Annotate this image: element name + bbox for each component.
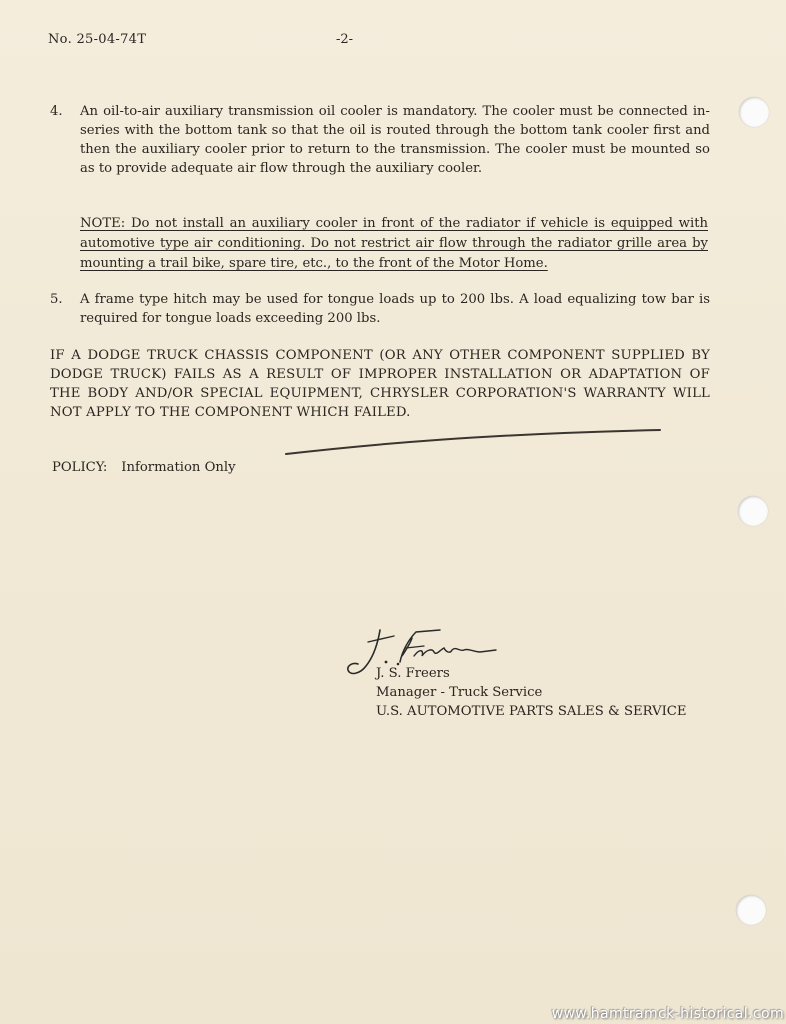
item-number: 4. [50, 104, 63, 119]
binder-hole-middle [738, 496, 768, 526]
list-item-5 [50, 290, 710, 328]
binder-hole-top [739, 97, 769, 127]
policy-value: Information Only [121, 460, 236, 475]
item-text: An oil-to-air auxiliary transmission oil cooler is mandatory. The cooler must be connected in-series with the bottom tank so that the oil is routed through the bottom tank cooler first and then the auxiliary cooler prior to return to the transmission. The cooler must be mounted so as to provide adequate air flow through the auxiliary cooler. [80, 104, 710, 176]
binder-hole-bottom [736, 895, 766, 925]
item-number: 5. [50, 292, 63, 307]
signer-title: Manager - Truck Service [376, 685, 543, 700]
policy-line [52, 460, 236, 475]
signer-organization: U.S. AUTOMOTIVE PARTS SALES & SERVICE [376, 704, 687, 719]
site-watermark: www.hamtramck-historical.com [551, 1006, 784, 1022]
note-paragraph: NOTE: Do not install an auxiliary cooler in front of the radiator if vehicle is equipped with automotive type air conditioning. Do not restrict air flow through the radiator grille area by mounting a trail bike, spare tire, etc., to the front of the Motor Home. [80, 216, 708, 271]
list-item-4 [50, 102, 710, 178]
pen-stroke [284, 420, 664, 460]
document-number: No. 25-04-74T [48, 32, 147, 47]
item-text: A frame type hitch may be used for tongue loads up to 200 lbs. A load equalizing tow bar is required for tongue loads exceeding 200 lbs. [80, 292, 710, 326]
policy-label: POLICY: [52, 460, 108, 475]
warranty-statement: IF A DODGE TRUCK CHASSIS COMPONENT (OR ANY OTHER COMPONENT SUPPLIED BY DODGE TRUCK) FAILS AS A RESULT OF IMPROPER INSTALLATION OR ADAPTATION OF THE BODY AND/OR SPECIAL EQUIPMENT, CHRYSLER CORPORATION'S WARRANTY WILL NOT APPLY TO THE COMPONENT WHICH FAILED. [50, 348, 710, 420]
page-number: -2- [336, 32, 354, 47]
signer-name: J. S. Freers [376, 666, 450, 681]
